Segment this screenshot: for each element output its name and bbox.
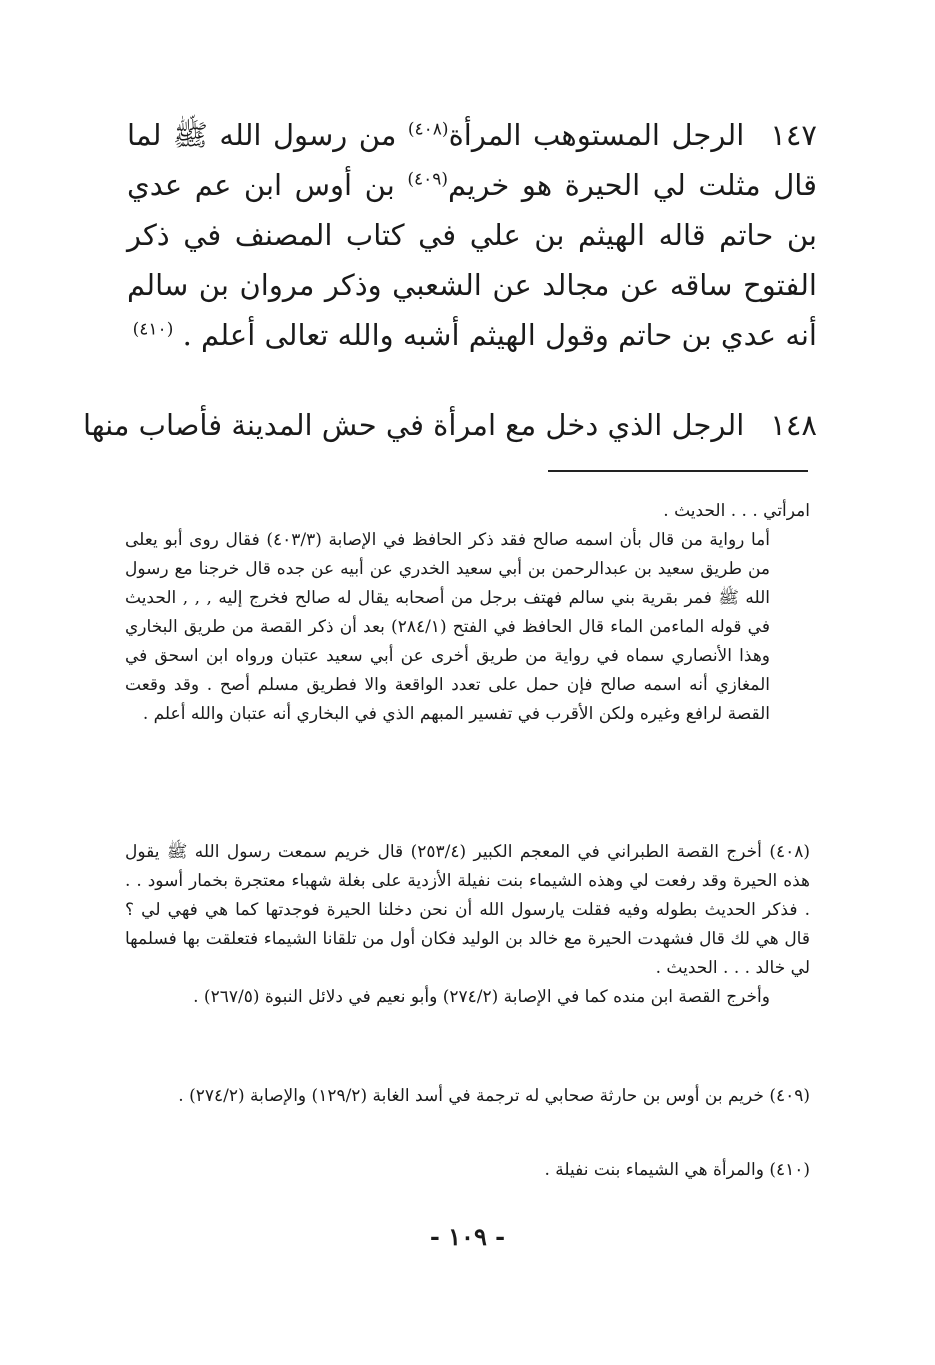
footnote-continued-first-line: امرأتي . . . الحديث . bbox=[663, 501, 810, 521]
entry-147-number: ١٤٧ bbox=[770, 118, 817, 152]
footnote-ref-409[interactable]: (٤٠٩) bbox=[407, 169, 449, 190]
footnote-410 bbox=[125, 1156, 810, 1185]
entry-148-text: الرجل الذي دخل مع امرأة في حش المدينة فأصاب منها bbox=[82, 408, 745, 442]
footnote-408-body bbox=[125, 838, 810, 983]
footnote-continued-paragraph: أما رواية من قال بأن اسمه صالح فقد ذكر الحافظ في الإصابة (٤٠٣/٣) فقال روى أبو يعلى من طريق سعيد بن عبدالرحمن بن أبي سعيد الخدري عن أبيه عن جده قال خرجنا مع رسول الله ﷺ فمر بقرية بني سالم فهتف برجل من أصحابه يقال له صالح فخرج إليه , , , الحديث في قوله الماءمن الماء قال الحافظ في الفتح (٢٨٤/١) بعد أن ذكر القصة من طريق البخاري وهذا الأنصاري سماه في رواية من طريق أخرى عن أبي سعيد عتبان ورواه ابن اسحق في المغازي أنه اسمه صالح فإن حمل على تعدد الواقعة والا فطريق مسلم أصح . وقد وقعت القصة لرافع وغيره ولكن الأقرب في تفسير المبهم الذي في البخاري أنه عتبان والله أعلم . bbox=[125, 530, 770, 724]
footnote-409 bbox=[125, 1082, 810, 1111]
entry-147-text-a: الرجل المستوهب المرأة bbox=[448, 118, 745, 152]
footnote-408-label: (٤٠٨) bbox=[769, 842, 810, 862]
footnote-409-text: خريم بن أوس بن حارثة صحابي له ترجمة في أسد الغابة (١٢٩/٢) والإصابة (٢٧٤/٢) . bbox=[178, 1086, 764, 1106]
entry-147-text-b: من رسول الله ﷺ لما قال مثلت لي الحيرة هو خريم bbox=[127, 118, 817, 202]
entry-147 bbox=[127, 110, 817, 360]
page-number: - ١٠٩ - bbox=[429, 1222, 506, 1251]
footnote-408 bbox=[125, 838, 810, 1012]
footnotes-continued bbox=[125, 497, 810, 729]
footnote-408-extra: وأخرج القصة ابن منده كما في الإصابة (٢٧٤/٢) وأبو نعيم في دلائل النبوة (٢٦٧/٥) . bbox=[193, 987, 770, 1007]
footnote-408-text: أخرج القصة الطبراني في المعجم الكبير (٢٥٣/٤) قال خريم سمعت رسول الله ﷺ يقول هذه الحيرة وقد رفعت لي وهذه الشيماء بنت نفيلة الأزدية على بغلة شهباء معتجرة بخمار أسود . . . فذكر الحديث بطوله وفيه فقلت يارسول الله أن نحن دخلنا الحيرة فوجدتها كما هي فهي لي ؟ قال هي لك قال فشهدت الحيرة مع خالد بن الوليد فكان أول من تلقانا الشيماء فتعلقت بها فسلمها لي خالد . . . الحديث . bbox=[125, 842, 810, 978]
footnote-ref-408[interactable]: (٤٠٨) bbox=[407, 119, 449, 140]
footnote-ref-410[interactable]: (٤١٠) bbox=[132, 319, 174, 340]
entry-147-text-c: بن أوس ابن عم عدي بن حاتم قاله الهيثم بن علي في كتاب المصنف في ذكر الفتوح ساقه عن مجالد عن الشعبي وذكر مروان بن سالم أنه عدي بن حاتم وقول الهيثم أشبه والله تعالى أعلم . bbox=[127, 168, 817, 352]
footnote-410-body bbox=[125, 1156, 810, 1185]
footnote-410-text: والمرأة هي الشيماء بنت نفيلة . bbox=[544, 1160, 764, 1180]
footnote-409-label: (٤٠٩) bbox=[769, 1086, 810, 1106]
entry-148 bbox=[82, 400, 817, 450]
footnote-409-body bbox=[125, 1082, 810, 1111]
footnote-separator bbox=[548, 470, 808, 472]
entry-148-number: ١٤٨ bbox=[770, 408, 817, 442]
footnote-410-label: (٤١٠) bbox=[769, 1160, 810, 1180]
entry-147-paragraph bbox=[127, 110, 817, 360]
